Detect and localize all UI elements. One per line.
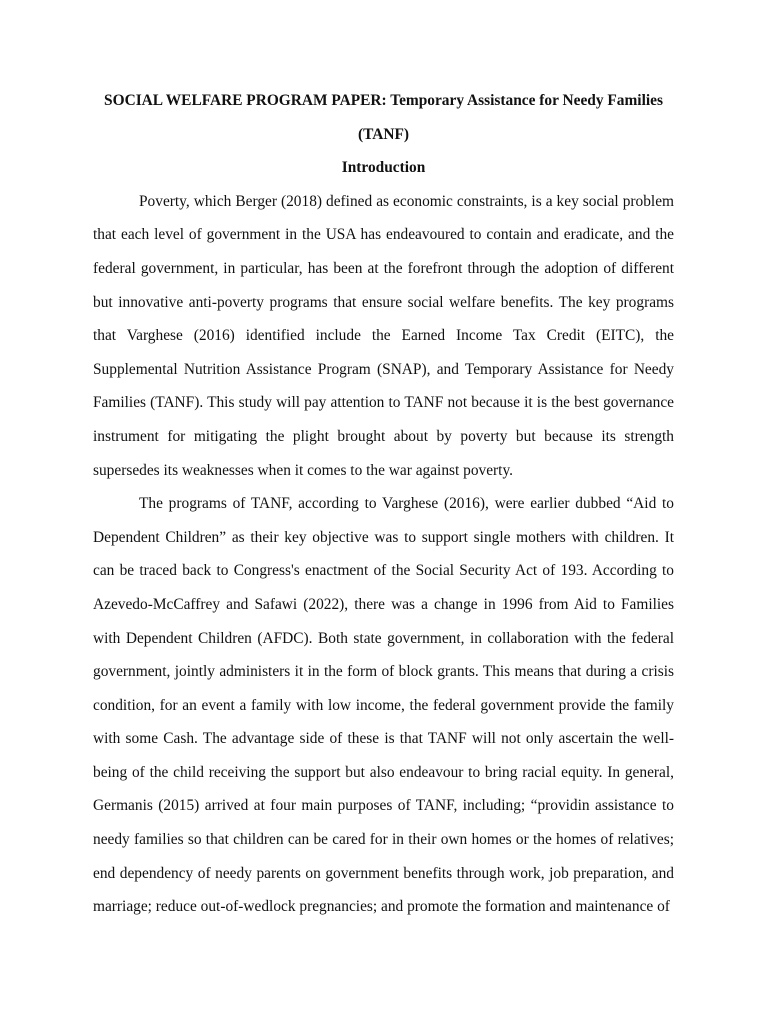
paragraph-1: Poverty, which Berger (2018) defined as economic constraints, is a key social problem that each level of government in the USA has endeavoured to contain and eradicate, and the federal government, in particular, has been at the forefront through the adoption of different but innovative anti-poverty programs that ensure social welfare benefits. The key programs that Varghese (2016) identified include the Earned Income Tax Credit (EITC), the Supplemental Nutrition Assistance Program (SNAP), and Temporary Assistance for Needy Families (TANF). This study will pay attention to TANF not because it is the best governance instrument for mitigating the plight brought about by poverty but because its strength supersedes its weaknesses when it comes to the war against poverty. xyxy=(93,192,674,479)
paragraph-2: The programs of TANF, according to Varghese (2016), were earlier dubbed “Aid to Dependent Children” as their key objective was to support single mothers with children. It can be traced back to Congress's enactment of the Social Security Act of 193. According to Azevedo-McCaffrey and Safawi (2022), there was a change in 1996 from Aid to Families with Dependent Children (AFDC). Both state government, in collaboration with the federal government, jointly administers it in the form of block grants. This means that during a crisis condition, for an event a family with low income, the federal government provide the family with some Cash. The advantage side of these is that TANF will not only ascertain the well-being of the child receiving the support but also endeavour to bring racial equity. In general, Germanis (2015) arrived at four main purposes of TANF, including; “providin assistance to needy families so that children can be cared for in their own homes or the homes of relatives; end dependency of needy parents on government benefits through work, job preparation, and marriage; reduce out-of-wedlock pregnancies; and promote the formation and maintenance of xyxy=(93,495,674,916)
document-title: SOCIAL WELFARE PROGRAM PAPER: Temporary Assistance for Needy Families (TANF) xyxy=(104,92,663,143)
document-page xyxy=(93,84,674,924)
section-heading-introduction: Introduction xyxy=(341,159,426,177)
